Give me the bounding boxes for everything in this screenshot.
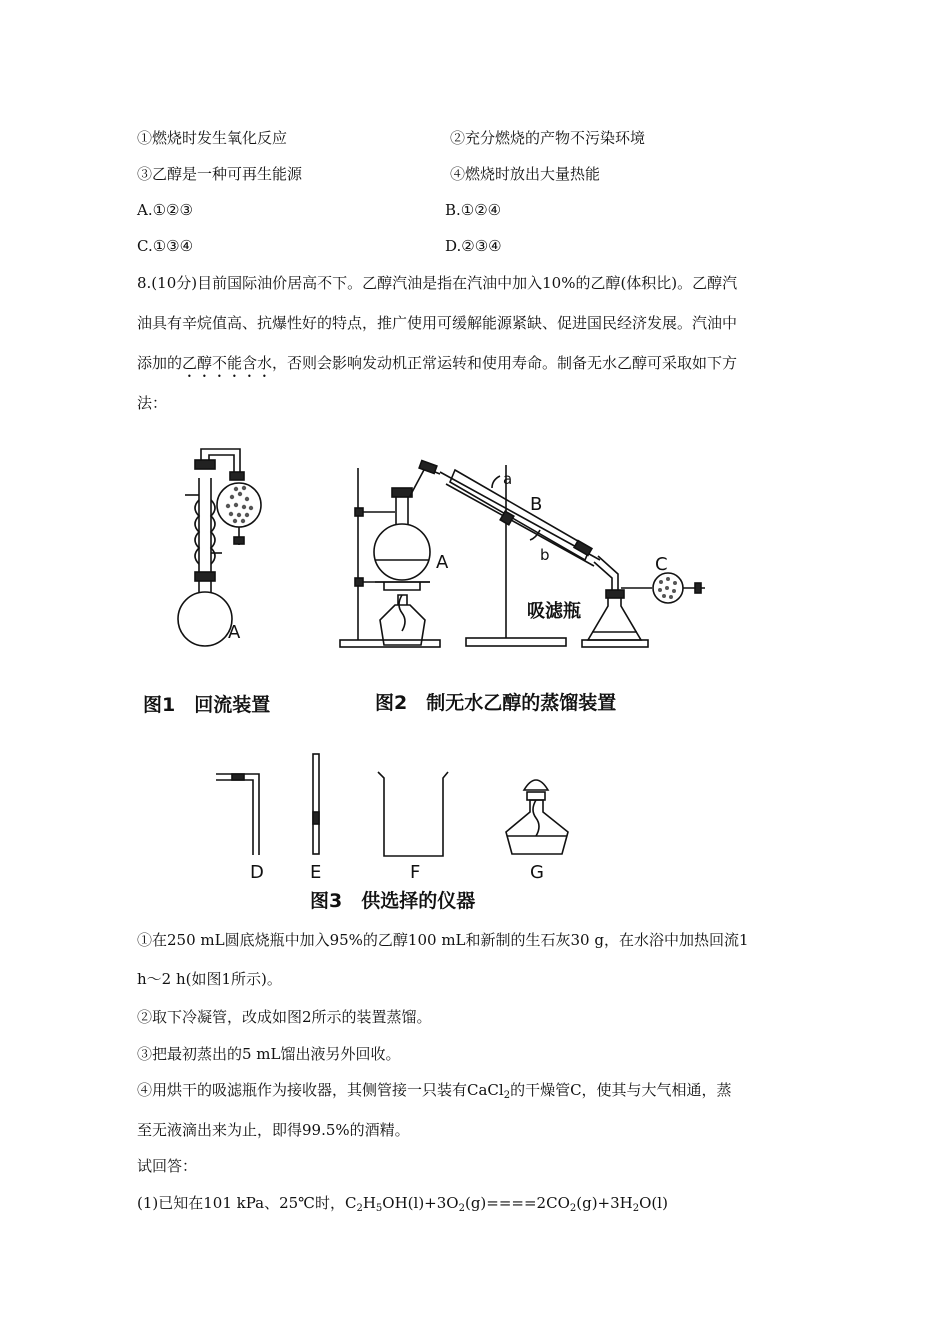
q1-sub: 2 <box>569 1203 577 1214</box>
statement-4: ④燃烧时放出大量热能 <box>450 165 601 183</box>
q1-sub: 2 <box>356 1203 363 1214</box>
figure-2-caption: 图2 制无水乙醇的蒸馏装置 <box>375 692 617 714</box>
label-d: D <box>250 862 264 883</box>
step-4-pre: ④用烘干的吸滤瓶作为接收器，其侧管接一只装有CaCl <box>137 1081 504 1099</box>
q8-emphasis: 乙醇不能含水 <box>182 354 273 372</box>
q8-line-1: 8.(10分)目前国际油价居高不下。乙醇汽油是指在汽油中加入10%的乙醇(体积比)。乙醇汽 <box>137 274 738 292</box>
choice-d: D.②③④ <box>445 237 502 255</box>
choice-a: A.①②③ <box>137 201 193 219</box>
q1-sub: 2 <box>458 1203 465 1214</box>
q8-line-4: 法： <box>137 394 168 412</box>
q1-part: O(l) <box>639 1194 668 1212</box>
q1-part: (g)+3H <box>576 1194 633 1212</box>
q1-part: (1)已知在101 kPa、25℃时，C <box>137 1194 357 1212</box>
label-a-small: a <box>503 470 513 488</box>
label-b: B <box>530 494 543 515</box>
label-f: F <box>410 862 421 883</box>
step-4-line-2: 至无液滴出来为止，即得99.5%的酒精。 <box>137 1121 410 1139</box>
label-c: C <box>655 554 668 575</box>
step-4-post: 的干燥管C，使其与大气相通，蒸 <box>510 1081 732 1099</box>
statement-2: ②充分燃烧的产物不污染环境 <box>450 129 646 147</box>
q1-part: OH(l)+3O <box>382 1194 459 1212</box>
q8-line-3-post: ，否则会影响发动机正常运转和使用寿命。制备无水乙醇可采取如下方 <box>272 354 738 372</box>
label-a-fig2: A <box>436 552 449 573</box>
label-b-small: b <box>540 546 550 564</box>
q1-sub: 5 <box>375 1203 383 1214</box>
label-g: G <box>530 862 544 883</box>
figure-1-caption: 图1 回流装置 <box>143 694 271 716</box>
choice-c: C.①③④ <box>137 237 194 255</box>
choice-b: B.①②④ <box>445 201 502 219</box>
q1-part: H <box>362 1194 376 1212</box>
step-1-line-1: ①在250 mL圆底烧瓶中加入95%的乙醇100 mL和新制的生石灰30 g，在水浴中加热回流1 <box>137 931 749 949</box>
q1-sub: 2 <box>632 1203 640 1214</box>
q1-part: (g)====2CO <box>464 1194 570 1212</box>
step-1-line-2: h～2 h(如图1所示)。 <box>137 970 282 988</box>
label-filter-flask: 吸滤瓶 <box>527 601 581 622</box>
step-4-line-1 <box>137 1080 732 1100</box>
statement-1: ①燃烧时发生氧化反应 <box>137 129 288 147</box>
step-3: ③把最初蒸出的5 mL馏出液另外回收。 <box>137 1045 401 1063</box>
label-a-fig1: A <box>228 622 241 643</box>
answer-intro: 试回答： <box>137 1157 198 1175</box>
q8-line-3-pre: 添加的 <box>137 354 183 372</box>
figure-3-caption: 图3 供选择的仪器 <box>310 890 476 912</box>
step-4-sub: 2 <box>503 1090 511 1101</box>
step-2: ②取下冷凝管，改成如图2所示的装置蒸馏。 <box>137 1008 432 1026</box>
statement-3: ③乙醇是一种可再生能源 <box>137 165 303 183</box>
question-1 <box>137 1193 668 1213</box>
label-e: E <box>310 862 322 883</box>
q8-line-2: 油具有辛烷值高、抗爆性好的特点，推广使用可缓解能源紧缺、促进国民经济发展。汽油中 <box>137 314 738 332</box>
